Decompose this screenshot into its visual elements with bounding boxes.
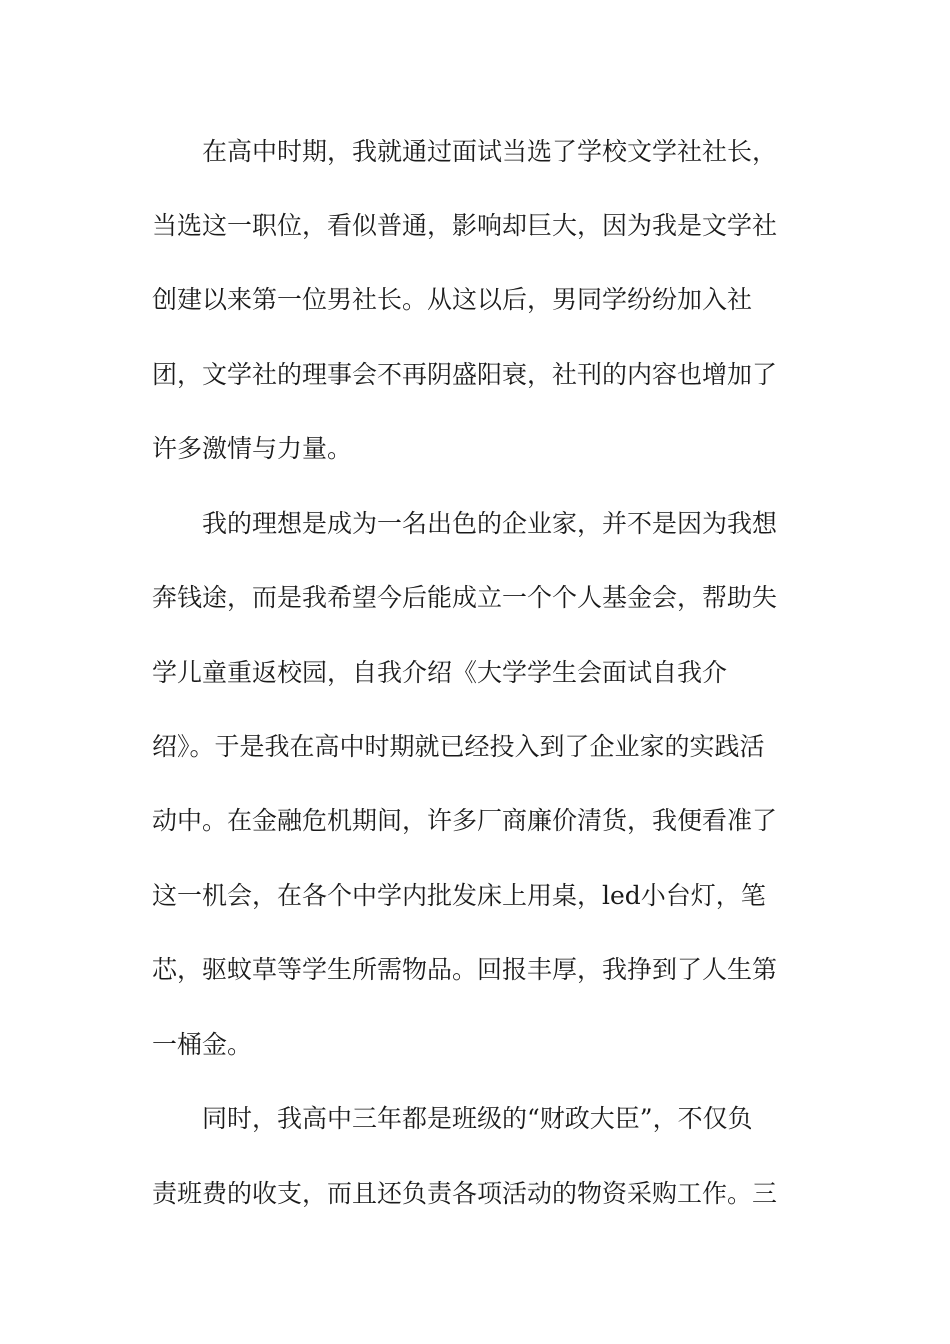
text-line: 芯，驱蚊草等学生所需物品。回报丰厚，我挣到了人生第 <box>152 955 778 984</box>
text-line: 同时，我高中三年都是班级的“财政大臣”，不仅负 <box>202 1104 753 1133</box>
text-line: 奔钱途，而是我希望今后能成立一个个人基金会，帮助失 <box>152 583 778 612</box>
text-line: 学儿童重返校园，自我介绍《大学学生会面试自我介 <box>152 658 728 687</box>
text-line: 在高中时期，我就通过面试当选了学校文学社社长， <box>202 137 778 166</box>
text-line: 这一机会，在各个中学内批发床上用桌，led小台灯，笔 <box>152 881 766 910</box>
text-line: 责班费的收支，而且还负责各项活动的物资采购工作。三 <box>152 1179 778 1208</box>
text-line: 一桶金。 <box>152 1030 253 1059</box>
text-line: 许多激情与力量。 <box>152 434 353 463</box>
text-line: 创建以来第一位男社长。从这以后，男同学纷纷加入社 <box>152 285 753 314</box>
text-line: 动中。在金融危机期间，许多厂商廉价清货，我便看准了 <box>152 806 778 835</box>
text-line: 当选这一职位，看似普通，影响却巨大，因为我是文学社 <box>152 211 778 240</box>
text-line: 我的理想是成为一名出色的企业家，并不是因为我想 <box>202 509 778 538</box>
text-line: 绍》。于是我在高中时期就已经投入到了企业家的实践活 <box>152 732 765 761</box>
text-line: 团，文学社的理事会不再阴盛阳衰，社刊的内容也增加了 <box>152 360 778 389</box>
